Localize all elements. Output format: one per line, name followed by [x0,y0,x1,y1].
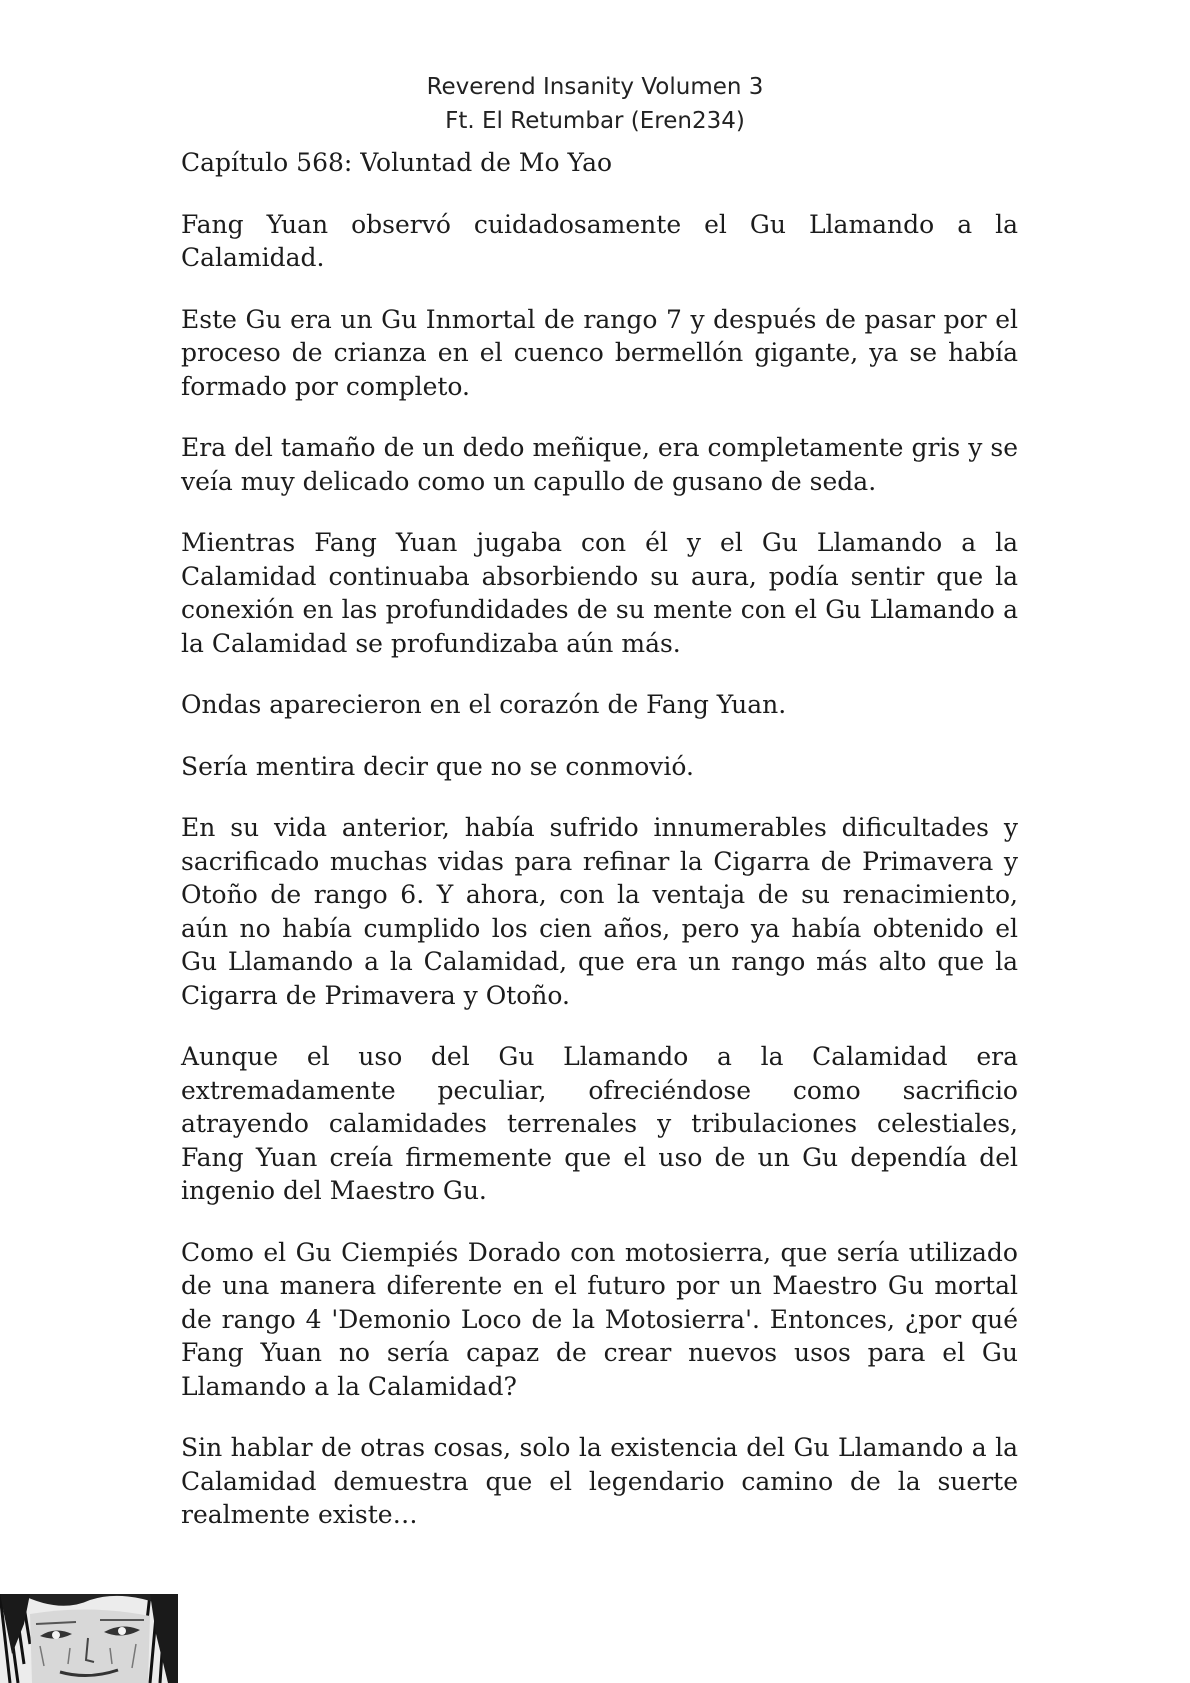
paragraph: Como el Gu Ciempiés Dorado con motosierra, que sería utilizado de una manera diferente en el futuro por un Maestro Gu mortal de rango 4 'Demonio Loco de la Motosierra'. Entonces, ¿por qué Fang Yuan no sería capaz de crear nuevos usos para el Gu Llamando a la Calamidad? [181,1237,1018,1401]
chapter-title: Capítulo 568: Voluntad de Mo Yao [181,148,613,177]
chapter-body [181,146,1018,1560]
paragraph: Mientras Fang Yuan jugaba con él y el Gu Llamando a la Calamidad continuaba absorbiendo su aura, podía sentir que la conexión en las profundidades de su mente con el Gu Llamando a la Calamidad se profundizaba aún más. [181,528,1018,658]
paragraph: Aunque el uso del Gu Llamando a la Calamidad era extremadamente peculiar, ofreciéndose como sacrificio atrayendo calamidades terrenales y tribulaciones celestiales, Fang Yuan creía firmemente que el uso de un Gu dependía del ingenio del Maestro Gu. [181,1042,1018,1205]
paragraph: Ondas aparecieron en el corazón de Fang Yuan. [181,690,787,719]
paragraph: Este Gu era un Gu Inmortal de rango 7 y después de pasar por el proceso de crianza en el cuenco bermellón gigante, ya se había formado por completo. [181,304,1018,401]
paragraph: En su vida anterior, había sufrido innumerables dificultades y sacrificado muchas vidas para refinar la Cigarra de Primavera y Otoño de rango 6. Y ahora, con la ventaja de su renacimiento, aún no había cumplido los cien años, pero ya había obtenido el Gu Llamando a la Calamidad, que era un rango más alto que la Cigarra de Primavera y Otoño. [181,813,1018,1010]
paragraph: Fang Yuan observó cuidadosamente el Gu Llamando a la Calamidad. [181,209,1018,272]
header-title: Reverend Insanity Volumen 3 [426,74,764,100]
page-header [0,70,1190,138]
header-credit: Ft. El Retumbar (Eren234) [445,108,745,134]
manga-face-illustration-icon [0,1594,178,1683]
paragraph: Sería mentira decir que no se conmovió. [181,751,694,781]
paragraph: Sin hablar de otras cosas, solo la existencia del Gu Llamando a la Calamidad demuestra que el legendario camino de la suerte realmente existe… [181,1433,1018,1529]
paragraph: Era del tamaño de un dedo meñique, era completamente gris y se veía muy delicado como un capullo de gusano de seda. [181,433,1018,496]
